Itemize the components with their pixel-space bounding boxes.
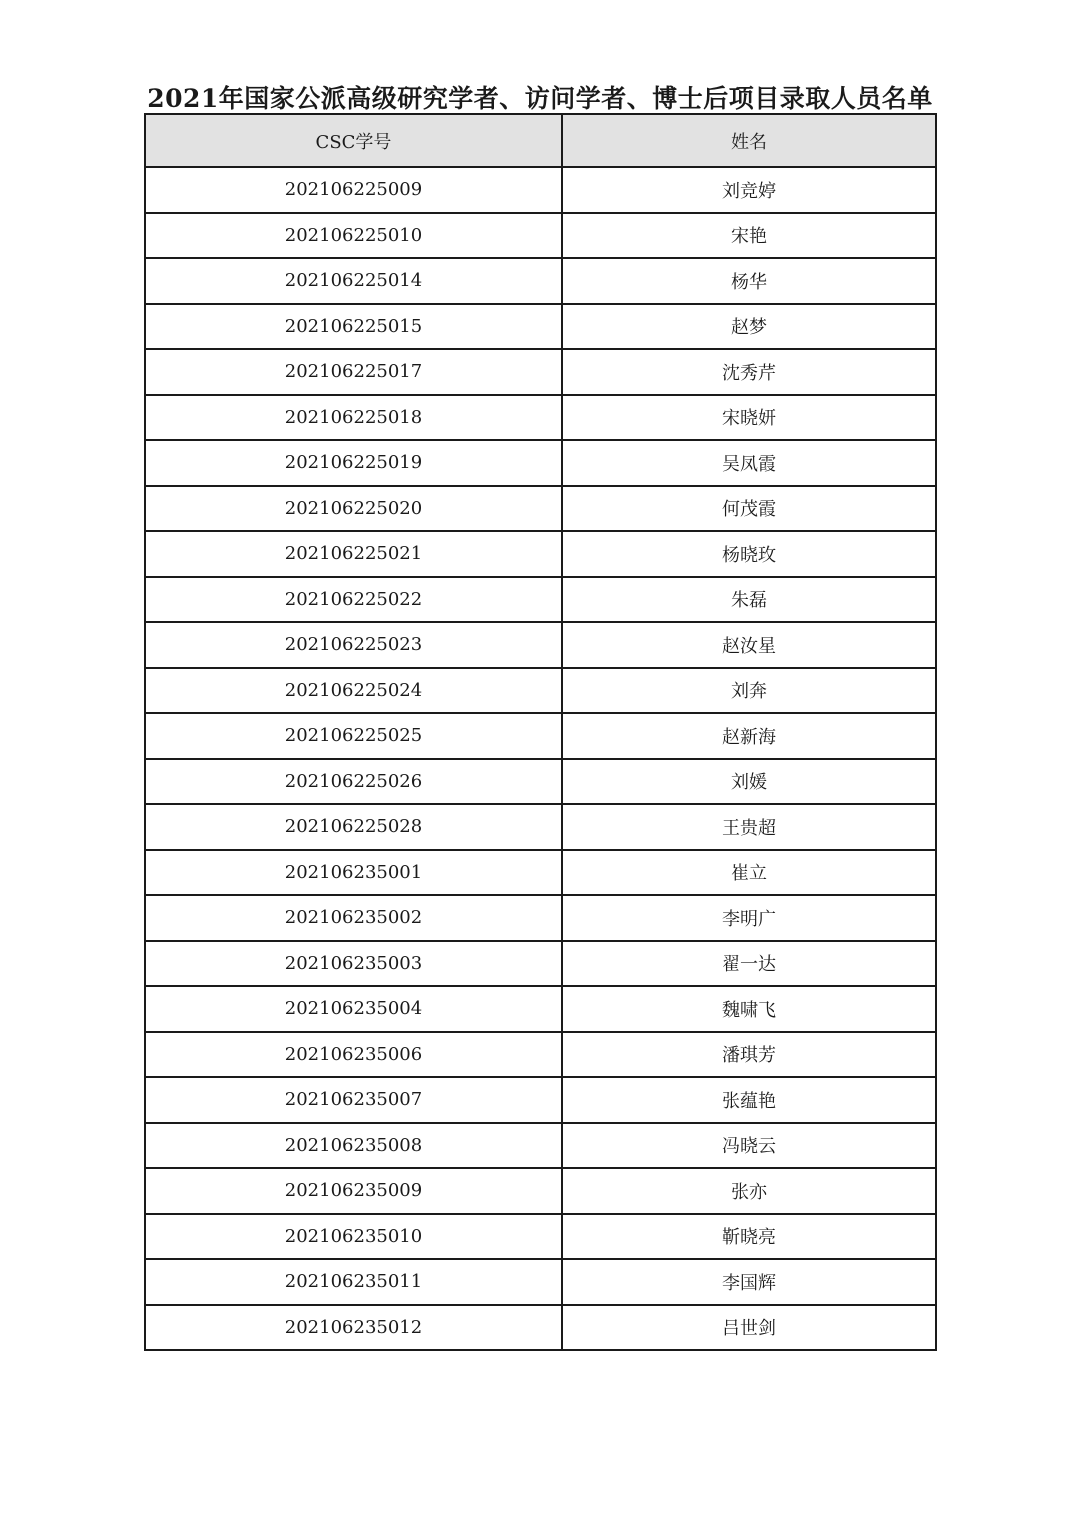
name-cell: 赵新海 bbox=[562, 713, 936, 759]
name-cell: 朱磊 bbox=[562, 577, 936, 623]
table-header-row bbox=[145, 114, 936, 167]
table-body bbox=[145, 167, 936, 1350]
page-title: 2021年国家公派高级研究学者、访问学者、博士后项目录取人员名单 bbox=[147, 83, 933, 113]
csc-id-cell: 202106225014 bbox=[145, 258, 562, 304]
table-row bbox=[145, 395, 936, 441]
table-row bbox=[145, 440, 936, 486]
csc-id-cell: 202106235012 bbox=[145, 1305, 562, 1351]
name-cell: 李国辉 bbox=[562, 1259, 936, 1305]
csc-id-cell: 202106235004 bbox=[145, 986, 562, 1032]
table-row bbox=[145, 1032, 936, 1078]
csc-id-cell: 202106235007 bbox=[145, 1077, 562, 1123]
csc-id-cell: 202106225022 bbox=[145, 577, 562, 623]
csc-id-cell: 202106225025 bbox=[145, 713, 562, 759]
csc-id-cell: 202106225017 bbox=[145, 349, 562, 395]
name-cell: 杨华 bbox=[562, 258, 936, 304]
csc-id-cell: 202106225023 bbox=[145, 622, 562, 668]
table-row bbox=[145, 941, 936, 987]
csc-id-cell: 202106225009 bbox=[145, 167, 562, 213]
csc-id-cell: 202106235008 bbox=[145, 1123, 562, 1169]
csc-id-cell: 202106225024 bbox=[145, 668, 562, 714]
name-cell: 崔立 bbox=[562, 850, 936, 896]
table-row bbox=[145, 1168, 936, 1214]
name-cell: 吕世剑 bbox=[562, 1305, 936, 1351]
table-row bbox=[145, 1123, 936, 1169]
name-cell: 王贵超 bbox=[562, 804, 936, 850]
csc-id-cell: 202106235009 bbox=[145, 1168, 562, 1214]
csc-id-cell: 202106225010 bbox=[145, 213, 562, 259]
table-row bbox=[145, 1305, 936, 1351]
name-cell: 张蕴艳 bbox=[562, 1077, 936, 1123]
table-row bbox=[145, 304, 936, 350]
csc-id-cell: 202106235011 bbox=[145, 1259, 562, 1305]
name-cell: 赵梦 bbox=[562, 304, 936, 350]
name-cell: 杨晓玫 bbox=[562, 531, 936, 577]
name-cell: 赵汝星 bbox=[562, 622, 936, 668]
table-row bbox=[145, 850, 936, 896]
admission-table bbox=[144, 113, 937, 1351]
csc-id-cell: 202106225026 bbox=[145, 759, 562, 805]
name-cell: 魏啸飞 bbox=[562, 986, 936, 1032]
name-cell: 冯晓云 bbox=[562, 1123, 936, 1169]
csc-id-cell: 202106225015 bbox=[145, 304, 562, 350]
table-row bbox=[145, 1214, 936, 1260]
csc-id-cell: 202106225019 bbox=[145, 440, 562, 486]
header-name: 姓名 bbox=[562, 114, 936, 167]
name-cell: 刘媛 bbox=[562, 759, 936, 805]
table-row bbox=[145, 804, 936, 850]
name-cell: 何茂霞 bbox=[562, 486, 936, 532]
csc-id-cell: 202106235010 bbox=[145, 1214, 562, 1260]
table-row bbox=[145, 167, 936, 213]
table-row bbox=[145, 486, 936, 532]
name-cell: 吴凤霞 bbox=[562, 440, 936, 486]
csc-id-cell: 202106225028 bbox=[145, 804, 562, 850]
name-cell: 靳晓亮 bbox=[562, 1214, 936, 1260]
name-cell: 宋艳 bbox=[562, 213, 936, 259]
table-row bbox=[145, 577, 936, 623]
csc-id-cell: 202106235006 bbox=[145, 1032, 562, 1078]
table-row bbox=[145, 349, 936, 395]
csc-id-cell: 202106225018 bbox=[145, 395, 562, 441]
csc-id-cell: 202106235003 bbox=[145, 941, 562, 987]
name-cell: 刘竞婷 bbox=[562, 167, 936, 213]
name-cell: 李明广 bbox=[562, 895, 936, 941]
table-row bbox=[145, 258, 936, 304]
table-row bbox=[145, 759, 936, 805]
table-row bbox=[145, 895, 936, 941]
name-cell: 沈秀芹 bbox=[562, 349, 936, 395]
table-row bbox=[145, 668, 936, 714]
csc-id-cell: 202106225021 bbox=[145, 531, 562, 577]
table-row bbox=[145, 713, 936, 759]
name-cell: 潘琪芳 bbox=[562, 1032, 936, 1078]
name-cell: 刘奔 bbox=[562, 668, 936, 714]
csc-id-cell: 202106225020 bbox=[145, 486, 562, 532]
table-row bbox=[145, 213, 936, 259]
csc-id-cell: 202106235001 bbox=[145, 850, 562, 896]
header-csc-id: CSC学号 bbox=[145, 114, 562, 167]
table-row bbox=[145, 1077, 936, 1123]
table-row bbox=[145, 986, 936, 1032]
name-cell: 宋晓妍 bbox=[562, 395, 936, 441]
csc-id-cell: 202106235002 bbox=[145, 895, 562, 941]
table-row bbox=[145, 531, 936, 577]
name-cell: 张亦 bbox=[562, 1168, 936, 1214]
table-row bbox=[145, 622, 936, 668]
name-cell: 翟一达 bbox=[562, 941, 936, 987]
table-row bbox=[145, 1259, 936, 1305]
